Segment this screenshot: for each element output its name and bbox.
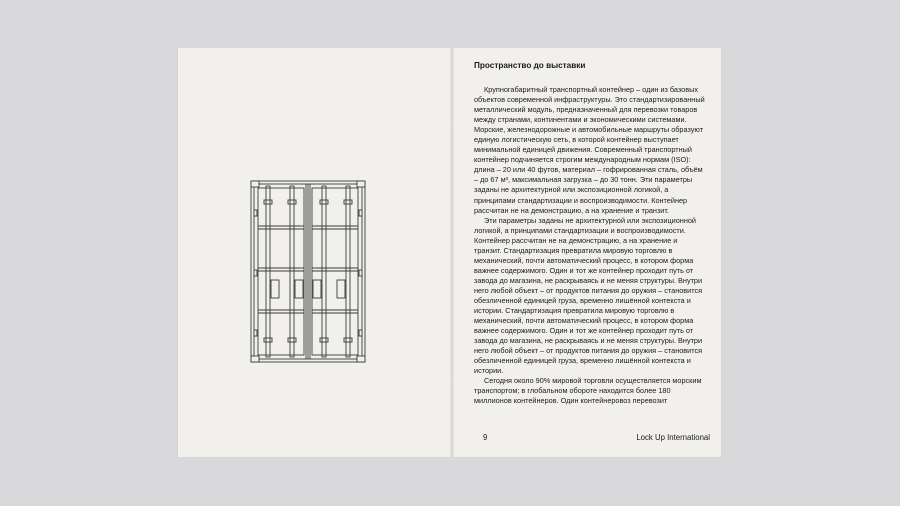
book-spread <box>178 48 721 457</box>
paragraph: Эти параметры заданы не архитектурной или экспозиционной логикой, а принципами стандартизации и воспроизводимости. Контейнер рассчитан не на демонстрацию, а на хранение и транзит. Стандартизация превратила мировую торговлю в механический, почти автоматический процесс, в котором форма важнее содержимого. Один и тот же контейнер проходит путь от завода до магазина, не раскрываясь и не меняя структуры. Внутри него любой объект – от продуктов питания до оружия – становится обезличенной единицей груза, временно лишённой контекста и истории. Стандартизация превратила мировую торговлю в механический, почти автоматический процесс, в котором форма важнее содержимого. Один и тот же контейнер проходит путь от завода до магазина, не раскрываясь и не меняя структуры. Внутри него любой объект – от продуктов питания до оружия – становится обезличенной единицей груза, временно лишённой контекста и истории. <box>474 215 703 376</box>
body-text <box>474 85 705 407</box>
shipping-container-icon <box>250 180 366 363</box>
paragraph: Крупногабаритный транспортный контейнер – один из базовых объектов современной инфраструктуры. Это стандартизированный металлический модуль, предназначенный для перевозки товаров между странами, континентами и экономическими системами. Морские, железнодорожные и автомобильные маршруты образуют единую логистическую сеть, в которой контейнер выступает минимальной единицей движения. Современный транспортный контейнер подчиняется строгим международным нормам (ISO): длина – 20 или 40 футов, материал – гофрированная сталь, объём – до 67 м³, максимальная загрузка – до 30 тонн. Эти параметры заданы не архитектурной или экспозиционной логикой, а принципами стандартизации и воспроизводимости. Контейнер рассчитан не на демонстрацию, а на хранение и транзит. <box>474 85 705 215</box>
paragraph: Сегодня около 90% мировой торговли осуществляется морским транспортом; в глобальном обороте находится более 180 миллионов контейнеров. Один контейнеровоз перевозит <box>474 376 702 406</box>
page-title: Пространство до выставки <box>474 61 586 70</box>
right-page <box>454 48 721 457</box>
left-page <box>178 48 450 457</box>
page-number: 9 <box>483 433 488 442</box>
footer-brand: Lock Up International <box>636 433 710 442</box>
